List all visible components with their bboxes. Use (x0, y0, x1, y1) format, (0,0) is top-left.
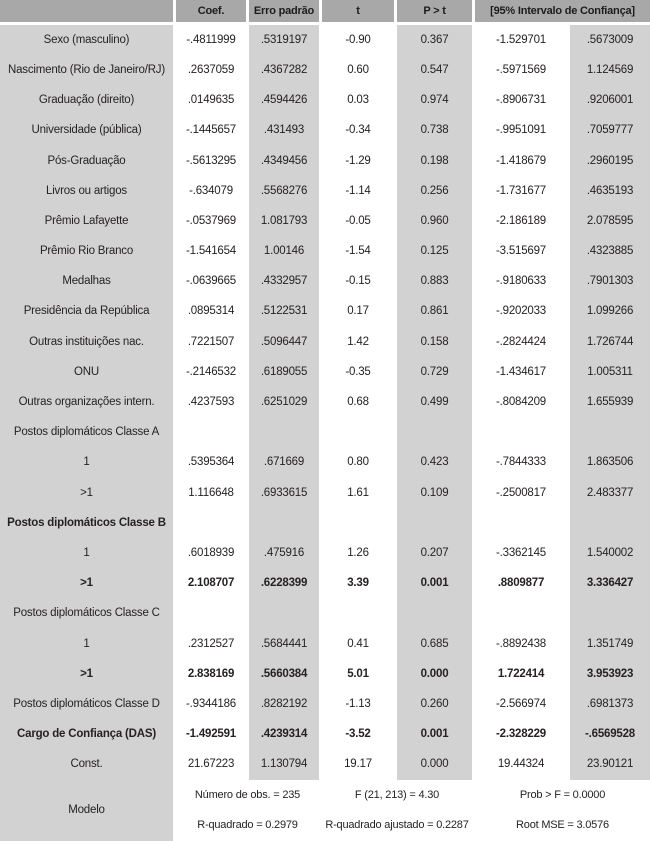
cell-p: 0.861 (397, 297, 472, 327)
table-header (0, 0, 650, 22)
cell-ci-upper: 1.005311 (570, 357, 650, 387)
row-label: Livros ou artigos (0, 176, 173, 206)
row-label: Postos diplomáticos Classe C (0, 599, 173, 629)
cell-erro-padrao: .6228399 (249, 568, 319, 598)
cell-ci-upper: .5673009 (570, 25, 650, 55)
cell-ci-lower: -1.529701 (475, 25, 567, 55)
row-label: Presidência da República (0, 297, 173, 327)
cell-t: 3.39 (322, 568, 394, 598)
cell-t: -1.29 (322, 146, 394, 176)
cell-ci-upper: 3.953923 (570, 659, 650, 689)
header-coef: Coef. (176, 0, 246, 22)
cell-ci-lower: 19.44324 (475, 750, 567, 780)
cell-ci-upper: 1.726744 (570, 327, 650, 357)
cell-ci-lower: -.9951091 (475, 116, 567, 146)
cell-t: -0.05 (322, 206, 394, 236)
cell-p: 0.738 (397, 116, 472, 146)
cell-t: 0.80 (322, 448, 394, 478)
cell-t: -0.15 (322, 267, 394, 297)
cell-p: 0.883 (397, 267, 472, 297)
header-p: P > t (397, 0, 472, 22)
cell-ci-upper: .7901303 (570, 267, 650, 297)
cell-ci-lower (475, 508, 567, 538)
cell-erro-padrao: .5122531 (249, 297, 319, 327)
cell-p: 0.547 (397, 55, 472, 85)
cell-p: 0.158 (397, 327, 472, 357)
cell-t: -0.34 (322, 116, 394, 146)
row-label: Prêmio Lafayette (0, 206, 173, 236)
cell-erro-padrao: .5660384 (249, 659, 319, 689)
cell-ci-lower: -2.186189 (475, 206, 567, 236)
row-label: Outras instituições nac. (0, 327, 173, 357)
header-empty-cell (0, 0, 173, 22)
cell-ci-lower: .8809877 (475, 568, 567, 598)
cell-erro-padrao: .8282192 (249, 689, 319, 719)
model-r-squared: R-quadrado = 0.2979 (197, 819, 298, 832)
cell-coef (176, 508, 246, 538)
cell-ci-upper: 2.078595 (570, 206, 650, 236)
row-label: ONU (0, 357, 173, 387)
cell-coef (176, 417, 246, 447)
row-label: Nascimento (Rio de Janeiro/RJ) (0, 55, 173, 85)
cell-t: -0.90 (322, 25, 394, 55)
cell-ci-upper: .4635193 (570, 176, 650, 206)
cell-coef: -.0537969 (176, 206, 246, 236)
header-erro-padrao: Erro padrão (249, 0, 319, 22)
row-label: Prêmio Rio Branco (0, 236, 173, 266)
cell-p: 0.001 (397, 568, 472, 598)
cell-p: 0.960 (397, 206, 472, 236)
model-num-obs: Número de obs. = 235 (194, 788, 301, 801)
cell-t: 0.60 (322, 55, 394, 85)
cell-erro-padrao (249, 417, 319, 447)
cell-p: 0.367 (397, 25, 472, 55)
cell-coef: -.0639665 (176, 267, 246, 297)
cell-t: 1.61 (322, 478, 394, 508)
row-label: Pós-Graduação (0, 146, 173, 176)
cell-ci-lower: -.2824424 (475, 327, 567, 357)
cell-coef: .0895314 (176, 297, 246, 327)
cell-ci-upper: .7059777 (570, 116, 650, 146)
cell-t: -1.54 (322, 236, 394, 266)
cell-erro-padrao: 1.081793 (249, 206, 319, 236)
cell-ci-upper: .6981373 (570, 689, 650, 719)
cell-p: 0.109 (397, 478, 472, 508)
cell-ci-upper: .9206001 (570, 85, 650, 115)
cell-erro-padrao: .4594426 (249, 85, 319, 115)
model-f-stat: F (21, 213) = 4.30 (354, 788, 440, 801)
cell-p: 0.000 (397, 750, 472, 780)
cell-ci-lower: -.7844333 (475, 448, 567, 478)
cell-erro-padrao: .5568276 (249, 176, 319, 206)
cell-ci-upper: .2960195 (570, 146, 650, 176)
cell-coef: .7221507 (176, 327, 246, 357)
cell-ci-lower: -1.418679 (475, 146, 567, 176)
cell-erro-padrao: .4349456 (249, 146, 319, 176)
cell-ci-upper (570, 417, 650, 447)
model-stats (176, 780, 650, 841)
cell-ci-upper: 23.90121 (570, 750, 650, 780)
header-t: t (322, 0, 394, 22)
cell-t: 1.42 (322, 327, 394, 357)
cell-p: 0.125 (397, 236, 472, 266)
cell-t (322, 599, 394, 629)
row-label: Postos diplomáticos Classe B (0, 508, 173, 538)
row-label: Const. (0, 750, 173, 780)
cell-ci-lower: -.2500817 (475, 478, 567, 508)
cell-ci-lower: -2.328229 (475, 719, 567, 749)
row-label: >1 (0, 568, 173, 598)
cell-coef: 2.838169 (176, 659, 246, 689)
cell-coef: -.4811999 (176, 25, 246, 55)
cell-ci-lower: -.9180633 (475, 267, 567, 297)
cell-ci-lower: -2.566974 (475, 689, 567, 719)
cell-p: 0.685 (397, 629, 472, 659)
cell-t (322, 417, 394, 447)
cell-t: 0.03 (322, 85, 394, 115)
cell-erro-padrao: .5319197 (249, 25, 319, 55)
cell-erro-padrao (249, 508, 319, 538)
cell-ci-upper: 1.351749 (570, 629, 650, 659)
cell-erro-padrao: .5096447 (249, 327, 319, 357)
cell-coef: 1.116648 (176, 478, 246, 508)
cell-p: 0.000 (397, 659, 472, 689)
cell-coef: -.2146532 (176, 357, 246, 387)
cell-ci-upper: 3.336427 (570, 568, 650, 598)
cell-coef: -.1445657 (176, 116, 246, 146)
cell-ci-upper: .4323885 (570, 236, 650, 266)
cell-t: 5.01 (322, 659, 394, 689)
row-label: Cargo de Confiança (DAS) (0, 719, 173, 749)
cell-ci-lower: -.8892438 (475, 629, 567, 659)
cell-p (397, 508, 472, 538)
cell-t: -3.52 (322, 719, 394, 749)
cell-ci-lower: -.5971569 (475, 55, 567, 85)
cell-erro-padrao: .6251029 (249, 387, 319, 417)
cell-t: -0.35 (322, 357, 394, 387)
row-label: Medalhas (0, 267, 173, 297)
cell-ci-upper (570, 508, 650, 538)
cell-ci-upper (570, 599, 650, 629)
cell-ci-upper: 1.540002 (570, 538, 650, 568)
cell-t: 0.41 (322, 629, 394, 659)
cell-ci-lower: -.9202033 (475, 297, 567, 327)
cell-ci-lower: -3.515697 (475, 236, 567, 266)
cell-t: 1.26 (322, 538, 394, 568)
cell-erro-padrao: .4239314 (249, 719, 319, 749)
cell-p: 0.974 (397, 85, 472, 115)
cell-coef: -1.492591 (176, 719, 246, 749)
cell-erro-padrao: 1.130794 (249, 750, 319, 780)
cell-erro-padrao: .4332957 (249, 267, 319, 297)
row-label: 1 (0, 448, 173, 478)
header-confidence-interval: [95% Intervalo de Confiança] (475, 0, 650, 22)
cell-p: 0.729 (397, 357, 472, 387)
cell-coef: .6018939 (176, 538, 246, 568)
cell-erro-padrao: .671669 (249, 448, 319, 478)
cell-coef: .2312527 (176, 629, 246, 659)
table-body (0, 25, 650, 780)
cell-coef: .0149635 (176, 85, 246, 115)
cell-coef: .5395364 (176, 448, 246, 478)
cell-ci-lower: -1.731677 (475, 176, 567, 206)
cell-ci-lower: -.8084209 (475, 387, 567, 417)
cell-coef: -.9344186 (176, 689, 246, 719)
cell-p: 0.499 (397, 387, 472, 417)
row-label: 1 (0, 538, 173, 568)
model-label: Modelo (0, 780, 173, 841)
row-label: Universidade (pública) (0, 116, 173, 146)
cell-ci-upper: 2.483377 (570, 478, 650, 508)
cell-p: 0.198 (397, 146, 472, 176)
row-label: 1 (0, 629, 173, 659)
row-label: Graduação (direito) (0, 85, 173, 115)
row-label: Postos diplomáticos Classe A (0, 417, 173, 447)
model-r-squared-adj: R-quadrado ajustado = 0.2287 (325, 819, 469, 832)
cell-t: 0.68 (322, 387, 394, 417)
cell-t: -1.13 (322, 689, 394, 719)
cell-ci-lower (475, 599, 567, 629)
model-root-mse: Root MSE = 3.0576 (516, 819, 609, 832)
row-label: Outras organizações intern. (0, 387, 173, 417)
cell-erro-padrao: .6189055 (249, 357, 319, 387)
cell-erro-padrao: .475916 (249, 538, 319, 568)
cell-ci-lower: -.8906731 (475, 85, 567, 115)
cell-p: 0.256 (397, 176, 472, 206)
cell-erro-padrao: 1.00146 (249, 236, 319, 266)
cell-ci-upper: 1.863506 (570, 448, 650, 478)
cell-coef (176, 599, 246, 629)
cell-p (397, 417, 472, 447)
model-prob-f: Prob > F = 0.0000 (519, 788, 606, 801)
cell-erro-padrao (249, 599, 319, 629)
cell-ci-lower: -1.434617 (475, 357, 567, 387)
cell-erro-padrao: .4367282 (249, 55, 319, 85)
cell-coef: .2637059 (176, 55, 246, 85)
cell-ci-lower (475, 417, 567, 447)
row-label: Postos diplomáticos Classe D (0, 689, 173, 719)
row-label: >1 (0, 659, 173, 689)
cell-ci-upper: 1.655939 (570, 387, 650, 417)
cell-coef: -.634079 (176, 176, 246, 206)
cell-p: 0.260 (397, 689, 472, 719)
cell-t: 0.17 (322, 297, 394, 327)
cell-ci-upper: -.6569528 (570, 719, 650, 749)
cell-t: -1.14 (322, 176, 394, 206)
cell-p (397, 599, 472, 629)
cell-coef: .4237593 (176, 387, 246, 417)
cell-coef: -1.541654 (176, 236, 246, 266)
cell-t (322, 508, 394, 538)
cell-ci-upper: 1.124569 (570, 55, 650, 85)
cell-t: 19.17 (322, 750, 394, 780)
cell-p: 0.207 (397, 538, 472, 568)
cell-coef: 2.108707 (176, 568, 246, 598)
model-section (0, 780, 650, 841)
row-label: >1 (0, 478, 173, 508)
cell-p: 0.423 (397, 448, 472, 478)
cell-erro-padrao: .431493 (249, 116, 319, 146)
cell-p: 0.001 (397, 719, 472, 749)
cell-erro-padrao: .6933615 (249, 478, 319, 508)
row-label: Sexo (masculino) (0, 25, 173, 55)
cell-ci-lower: -.3362145 (475, 538, 567, 568)
cell-erro-padrao: .5684441 (249, 629, 319, 659)
cell-coef: 21.67223 (176, 750, 246, 780)
cell-coef: -.5613295 (176, 146, 246, 176)
cell-ci-upper: 1.099266 (570, 297, 650, 327)
cell-ci-lower: 1.722414 (475, 659, 567, 689)
